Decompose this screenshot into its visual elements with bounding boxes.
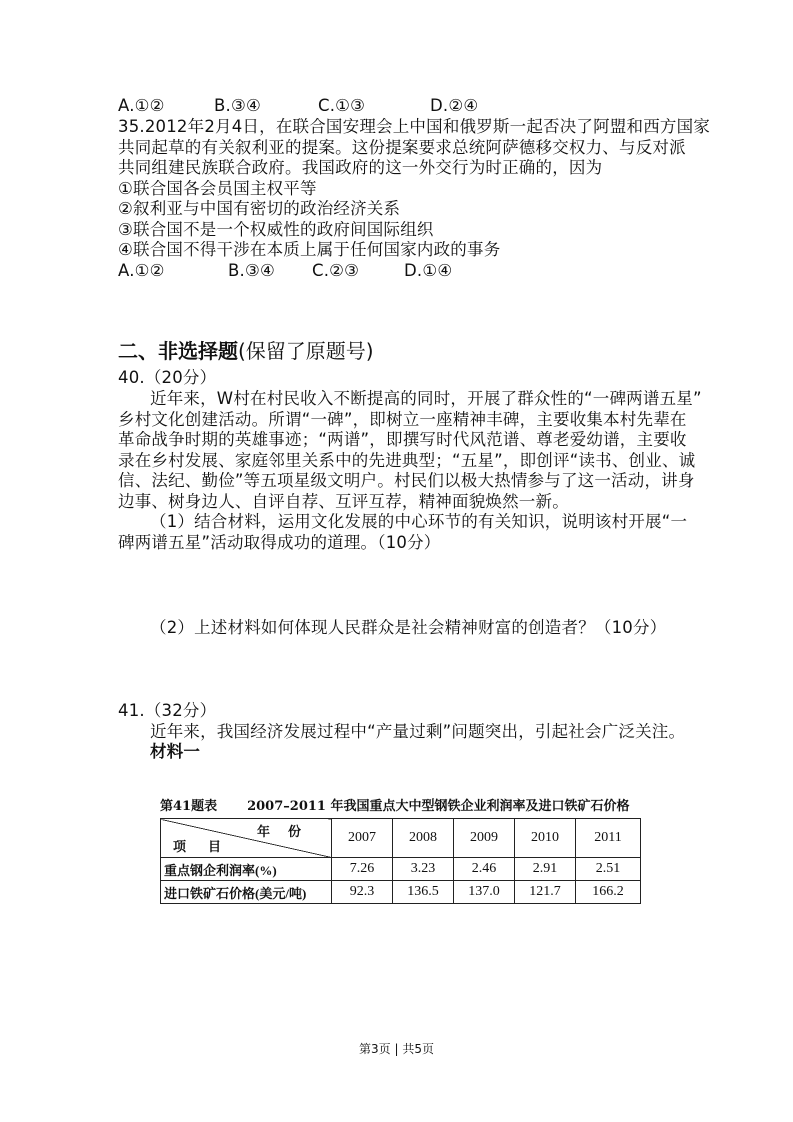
corner-item-label: 项目	[173, 839, 244, 854]
year-header: 2010	[515, 819, 576, 858]
q40-material-line: 乡村文化创建活动。所谓“一碑”，即树立一座精神丰碑，主要收集本村先辈在	[118, 410, 687, 429]
corner-year-label: 年份	[256, 824, 319, 839]
table-row	[161, 881, 641, 904]
option-c: C.②③	[312, 261, 360, 280]
table-row	[161, 858, 641, 881]
q35-stem-line: 35.2012年2月4日，在联合国安理会上中国和俄罗斯一起否决了阿盟和西方国家	[118, 117, 711, 136]
option-c: C.①③	[318, 96, 366, 115]
q40-sub1-line: （1）结合材料，运用文化发展的中心环节的有关知识，说明该村开展“一	[150, 512, 688, 531]
year-header: 2008	[393, 819, 454, 858]
q40-material-line: 信、法纪、勤俭”等五项星级文明户。村民们以极大热情参与了这一活动，讲身	[118, 471, 695, 490]
row-label: 重点钢企利润率(%)	[161, 858, 332, 881]
q34-options	[118, 96, 478, 116]
option-b: B.③④	[228, 261, 275, 280]
table-header-row	[161, 819, 641, 858]
q35-stem-line: 共同组建民族联合政府。我国政府的这一外交行为时正确的，因为	[118, 158, 603, 177]
option-a: A.①②	[118, 261, 165, 280]
q35-options	[118, 261, 452, 281]
q41-intro: 近年来，我国经济发展过程中“产量过剩”问题突出，引起社会广泛关注。	[150, 722, 686, 741]
table-cell: 3.23	[393, 858, 454, 881]
table-cell: 2.46	[454, 858, 515, 881]
table-corner-cell	[161, 819, 332, 858]
option-a: A.①②	[118, 96, 165, 115]
q35-statement: ①联合国各会员国主权平等	[118, 179, 317, 198]
material-label: 材料一	[150, 742, 201, 761]
q40-material-line: 近年来，W村在村民收入不断提高的同时，开展了群众性的“一碑两谱五星”	[150, 389, 702, 408]
table-cell: 136.5	[393, 881, 454, 904]
table-cell: 92.3	[332, 881, 393, 904]
q40-sub1-line: 碑两谱五星”活动取得成功的道理。（10分）	[118, 533, 441, 552]
table-cell: 137.0	[454, 881, 515, 904]
table-cell: 2.91	[515, 858, 576, 881]
table-caption	[160, 795, 629, 814]
table-cell: 7.26	[332, 858, 393, 881]
q41-header: 41.（32分）	[118, 701, 217, 720]
table-caption-text: 2007–2011 年我国重点大中型钢铁企业利润率及进口铁矿石价格	[247, 799, 630, 814]
q35-statement: ③联合国不是一个权威性的政府间国际组织	[118, 220, 434, 239]
section-note: (保留了原题号)	[238, 339, 374, 363]
row-label: 进口铁矿石价格(美元/吨)	[161, 881, 332, 904]
q35-statement: ④联合国不得干涉在本质上属于任何国家内政的事务	[118, 240, 501, 259]
table-cell: 121.7	[515, 881, 576, 904]
q40-sub2: （2）上述材料如何体现人民群众是社会精神财富的创造者？（10分）	[150, 618, 667, 637]
page-footer: 第3页 | 共5页	[359, 1042, 434, 1056]
table-cell: 2.51	[576, 858, 641, 881]
option-d: D.②④	[430, 96, 479, 115]
option-b: B.③④	[214, 96, 261, 115]
q35-statement: ②叙利亚与中国有密切的政治经济关系	[118, 199, 401, 218]
option-d: D.①④	[404, 261, 453, 280]
table-caption-label: 第41题表	[160, 799, 218, 814]
q40-material-line: 录在乡村发展、家庭邻里关系中的先进典型；“五星”，即创评“读书、创业、诚	[118, 451, 696, 470]
q40-material-line: 革命战争时期的英雄事迹；“两谱”，即撰写时代风范谱、尊老爱幼谱，主要收	[118, 430, 687, 449]
steel-data-table	[160, 818, 641, 904]
q35-stem-line: 共同起草的有关叙利亚的提案。这份提案要求总统阿萨德移交权力、与反对派	[118, 138, 686, 157]
year-header: 2007	[332, 819, 393, 858]
section-heading	[118, 335, 374, 364]
year-header: 2011	[576, 819, 641, 858]
year-header: 2009	[454, 819, 515, 858]
table-cell: 166.2	[576, 881, 641, 904]
q40-material-line: 边事、树身边人、自评自荐、互评互荐，精神面貌焕然一新。	[118, 492, 569, 511]
q40-header: 40.（20分）	[118, 368, 217, 387]
section-title: 二、非选择题	[118, 339, 238, 363]
